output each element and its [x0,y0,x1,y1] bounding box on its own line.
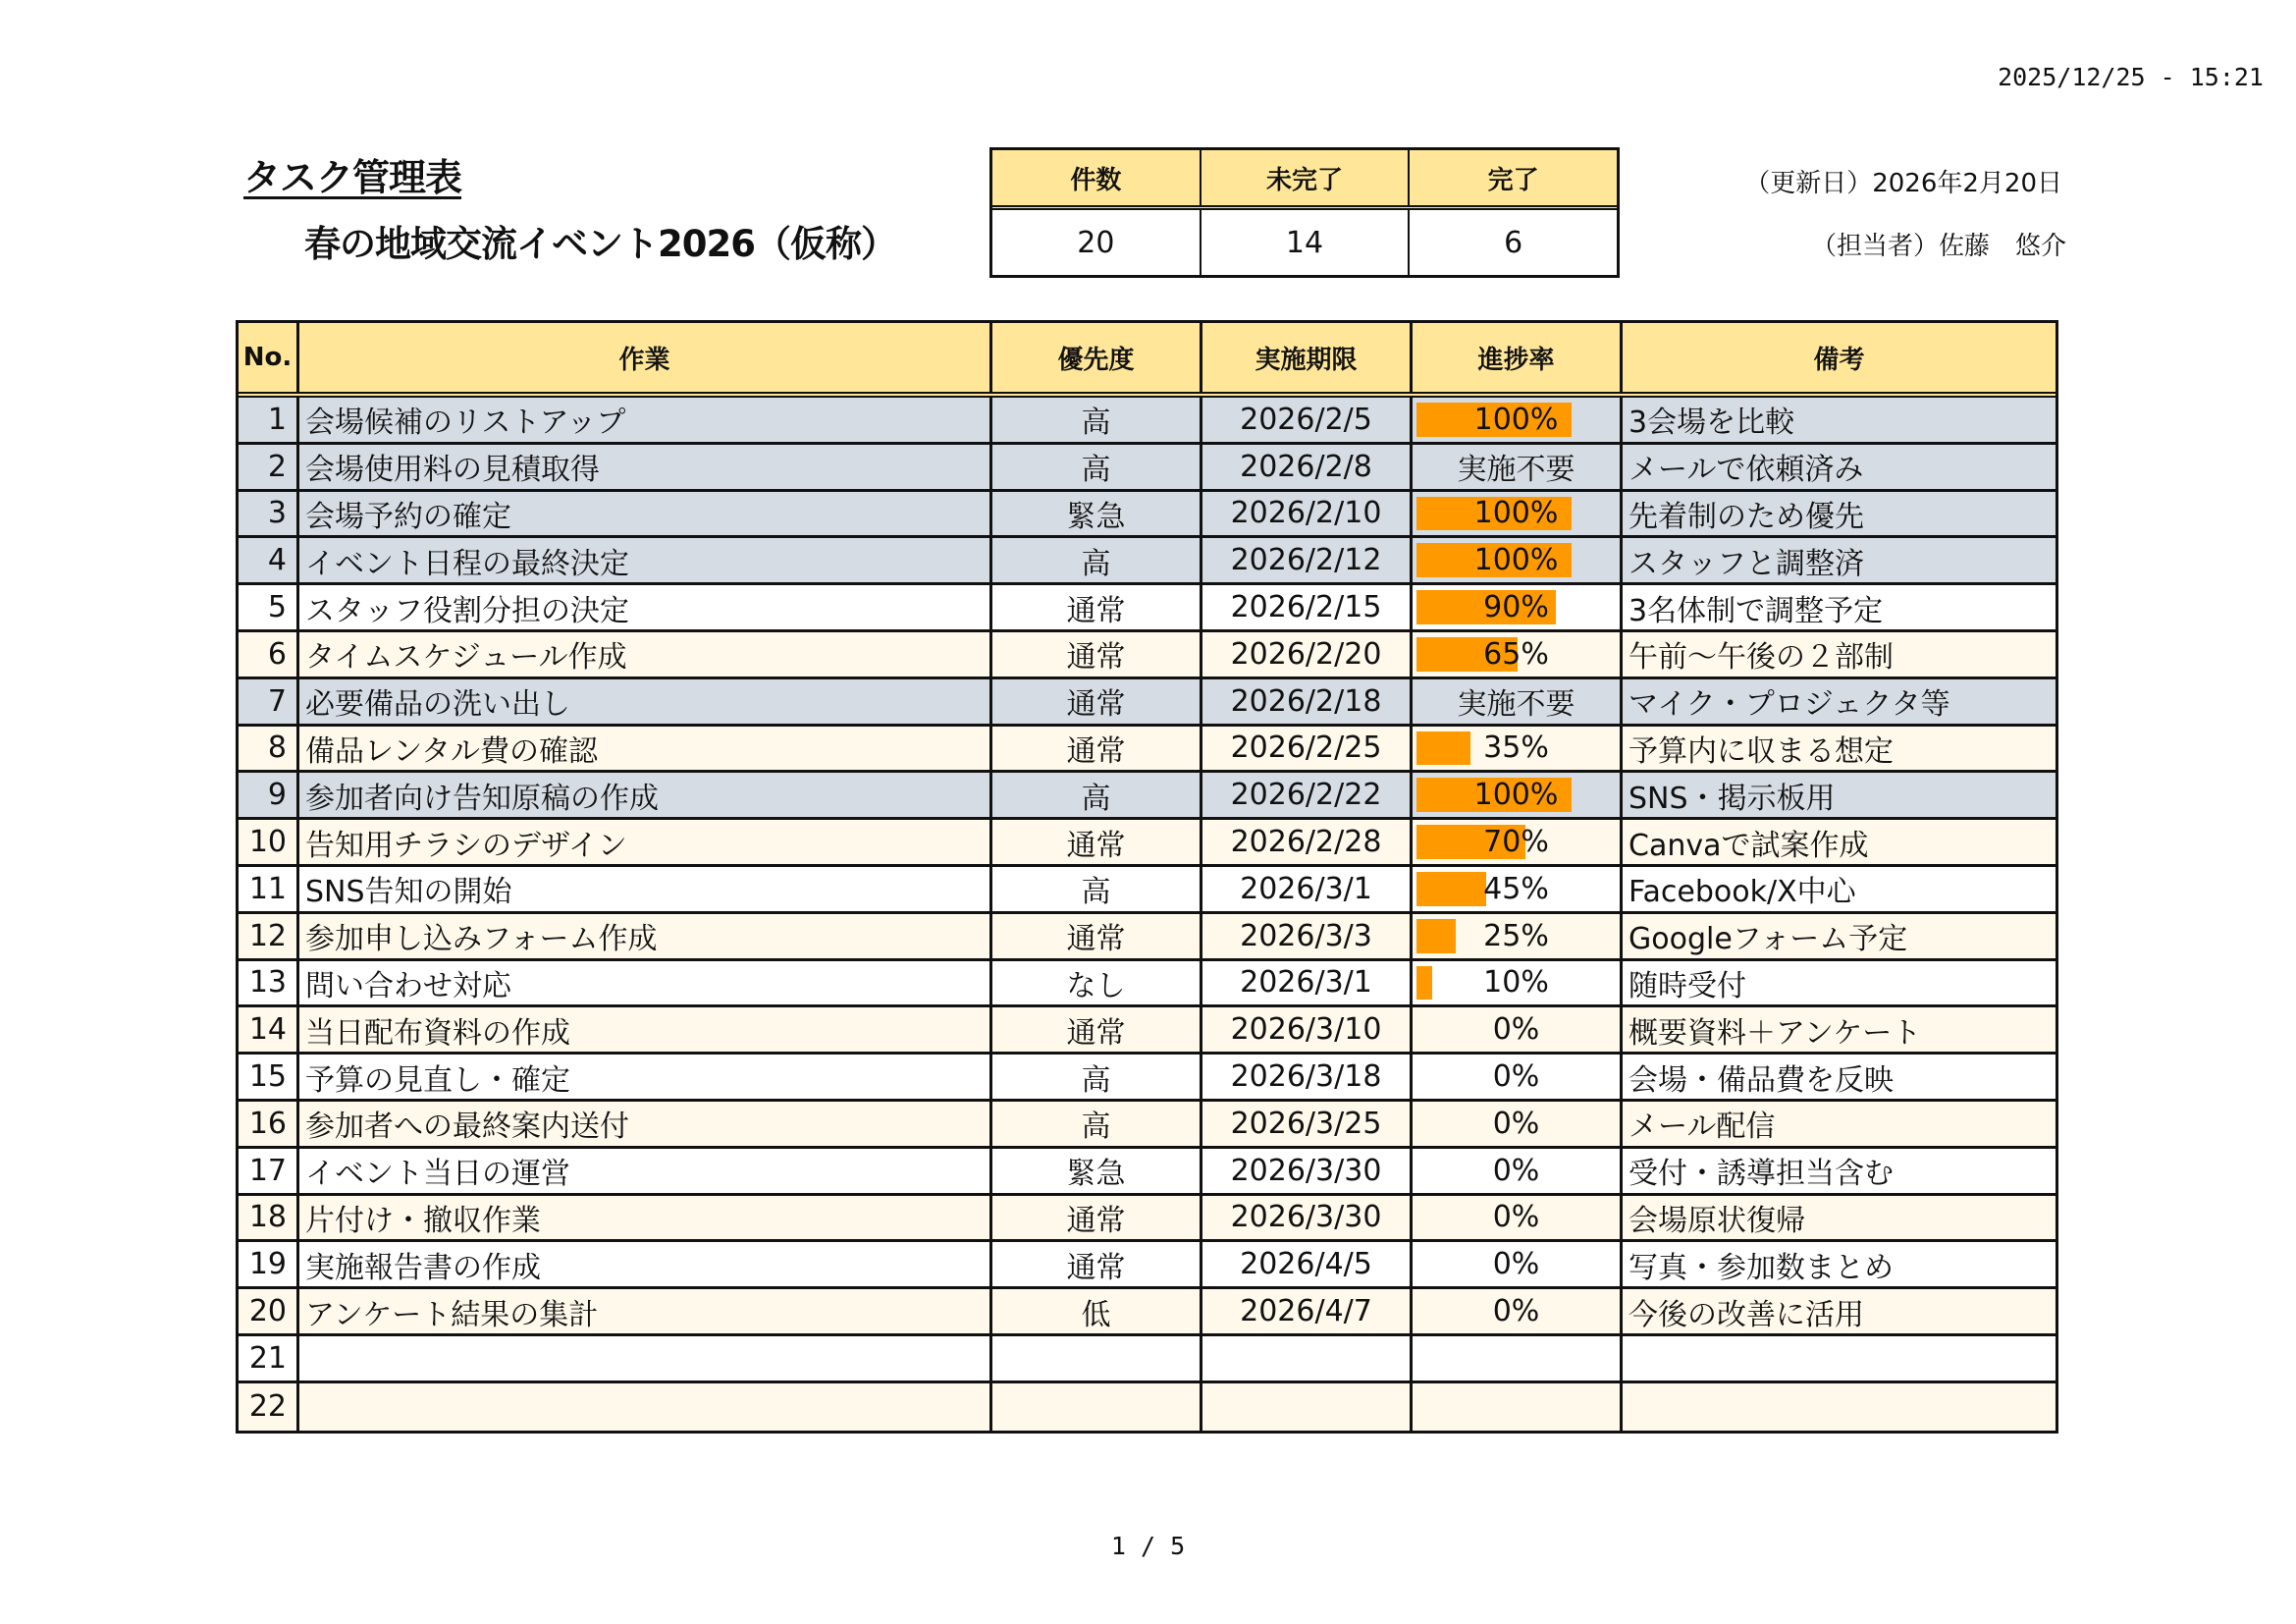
notes-cell[interactable]: 概要資料＋アンケート [1629,1015,1922,1051]
priority-cell[interactable]: 通常 [992,679,1202,724]
row-number[interactable]: 22 [239,1383,299,1431]
priority-cell[interactable]: 通常 [992,585,1202,629]
progress-value: 0% [1492,1106,1540,1141]
task-cell[interactable]: イベント当日の運営 [299,1149,992,1193]
progress-value: 35% [1483,731,1549,766]
table-row [239,820,2056,867]
row-number[interactable]: 10 [239,820,299,864]
updated-date: （更新日）2026年2月20日 [1744,169,2062,198]
priority-cell[interactable]: 通常 [992,632,1202,677]
priority-cell[interactable]: 通常 [992,1242,1202,1286]
notes-cell[interactable]: マイク・プロジェクタ等 [1629,687,1950,723]
task-cell[interactable]: 必要備品の洗い出し [299,679,992,724]
progress-cell[interactable] [1413,398,1623,442]
summary-value-row [992,210,1617,275]
progress-cell[interactable] [1413,1196,1623,1240]
progress-cell[interactable] [1413,1055,1623,1099]
table-row [239,1383,2056,1431]
deadline-cell[interactable]: 2026/2/12 [1202,538,1413,582]
progress-value: 100% [1473,402,1559,437]
priority-cell[interactable]: 高 [992,1055,1202,1099]
row-number[interactable]: 18 [239,1196,299,1240]
progress-value: 0% [1492,1247,1540,1282]
priority-cell[interactable] [992,1383,1202,1431]
deadline-cell[interactable] [1202,1336,1413,1380]
deadline-cell[interactable]: 2026/3/18 [1202,1055,1413,1099]
notes-cell[interactable]: Googleフォーム予定 [1629,922,1908,957]
task-cell[interactable]: 会場予約の確定 [299,492,992,536]
progress-bar [1416,966,1432,1001]
task-cell[interactable]: スタッフ役割分担の決定 [299,585,992,629]
task-cell[interactable]: イベント日程の最終決定 [299,538,992,582]
table-row [239,1102,2056,1149]
deadline-cell[interactable]: 2026/2/18 [1202,679,1413,724]
deadline-cell[interactable]: 2026/4/5 [1202,1242,1413,1286]
progress-cell[interactable] [1413,1289,1623,1333]
task-cell[interactable]: 当日配布資料の作成 [299,1007,992,1052]
progress-cell[interactable] [1413,538,1623,582]
progress-value: 0% [1492,1012,1540,1048]
table-row [239,492,2056,539]
deadline-cell[interactable]: 2026/3/10 [1202,1007,1413,1052]
task-cell[interactable]: SNS告知の開始 [299,867,992,911]
priority-cell[interactable]: なし [992,961,1202,1005]
task-cell[interactable]: 備品レンタル費の確認 [299,727,992,771]
column-header-progress: 進捗率 [1413,323,1623,392]
task-cell[interactable]: 実施報告書の作成 [299,1242,992,1286]
progress-value: 100% [1473,543,1559,578]
progress-cell[interactable] [1413,914,1623,958]
progress-cell[interactable] [1413,585,1623,629]
deadline-cell[interactable] [1202,1383,1413,1431]
priority-cell[interactable]: 緊急 [992,1149,1202,1193]
deadline-cell[interactable]: 2026/4/7 [1202,1289,1413,1333]
progress-value: 25% [1483,918,1549,953]
row-number[interactable]: 19 [239,1242,299,1286]
deadline-cell[interactable]: 2026/2/5 [1202,398,1413,442]
row-number[interactable]: 7 [239,679,299,724]
notes-cell[interactable]: 予算内に収まる想定 [1629,733,1894,769]
progress-cell[interactable] [1413,961,1623,1005]
row-number[interactable]: 11 [239,867,299,911]
progress-bar [1416,872,1486,906]
progress-value: 実施不要 [1457,453,1575,488]
task-cell[interactable]: タイムスケジュール作成 [299,632,992,677]
progress-cell[interactable] [1413,1149,1623,1193]
progress-cell[interactable] [1413,1383,1623,1431]
priority-cell[interactable]: 高 [992,1102,1202,1146]
deadline-cell[interactable]: 2026/2/15 [1202,585,1413,629]
row-number[interactable]: 12 [239,914,299,958]
priority-cell[interactable]: 高 [992,398,1202,442]
notes-cell[interactable]: 午前～午後の２部制 [1629,640,1894,676]
row-number[interactable]: 4 [239,538,299,582]
task-cell[interactable]: 会場候補のリストアップ [299,398,992,442]
progress-bar [1416,731,1470,766]
progress-value: 100% [1473,496,1559,531]
column-header-no: No. [239,323,299,392]
deadline-cell[interactable]: 2026/3/1 [1202,961,1413,1005]
row-number[interactable]: 8 [239,727,299,771]
row-number[interactable]: 9 [239,773,299,817]
notes-cell[interactable] [1623,1383,2056,1431]
column-header-task: 作業 [299,323,992,392]
row-number[interactable]: 5 [239,585,299,629]
table-row [239,1007,2056,1055]
task-table [236,320,2058,1434]
page-title: タスク管理表 [243,156,462,199]
progress-value: 100% [1473,778,1559,813]
row-number[interactable]: 1 [239,398,299,442]
priority-cell[interactable]: 緊急 [992,492,1202,536]
progress-cell[interactable] [1413,445,1623,489]
priority-cell[interactable]: 通常 [992,727,1202,771]
progress-value: 0% [1492,1153,1540,1188]
task-cell[interactable] [299,1383,992,1431]
task-cell[interactable]: 参加申し込みフォーム作成 [299,914,992,958]
table-row [239,1196,2056,1243]
progress-cell[interactable] [1413,1242,1623,1286]
notes-cell[interactable]: 随時受付 [1629,968,1746,1003]
notes-cell[interactable]: 写真・参加数まとめ [1629,1250,1894,1285]
notes-cell[interactable]: 会場原状復帰 [1629,1203,1805,1238]
task-cell[interactable] [299,1336,992,1380]
progress-value: 90% [1483,590,1549,625]
row-number[interactable]: 3 [239,492,299,536]
deadline-cell[interactable]: 2026/2/10 [1202,492,1413,536]
summary-header-row [992,150,1617,210]
notes-cell[interactable]: 受付・誘導担当含む [1629,1157,1894,1192]
table-row [239,1242,2056,1289]
progress-cell[interactable] [1413,727,1623,771]
priority-cell[interactable]: 高 [992,445,1202,489]
task-cell[interactable]: 予算の見直し・確定 [299,1055,992,1099]
row-number[interactable]: 16 [239,1102,299,1146]
priority-cell[interactable]: 高 [992,538,1202,582]
page-number: 1 / 5 [1110,1532,1186,1560]
row-number[interactable]: 17 [239,1149,299,1193]
table-row [239,1149,2056,1196]
deadline-cell[interactable]: 2026/3/30 [1202,1149,1413,1193]
table-row [239,632,2056,679]
progress-value: 45% [1483,871,1549,906]
progress-value: 0% [1492,1200,1540,1235]
priority-cell[interactable]: 高 [992,867,1202,911]
row-number[interactable]: 21 [239,1336,299,1380]
notes-cell[interactable]: Canvaで試案作成 [1629,828,1869,863]
task-cell[interactable]: 片付け・撤収作業 [299,1196,992,1240]
task-cell[interactable]: 参加者向け告知原稿の作成 [299,773,992,817]
progress-value: 実施不要 [1457,687,1575,723]
table-row [239,398,2056,445]
table-header [239,323,2056,398]
table-body [239,398,2056,1431]
table-row [239,727,2056,774]
task-cell[interactable]: 参加者への最終案内送付 [299,1102,992,1146]
progress-cell[interactable] [1413,492,1623,536]
notes-cell[interactable]: スタッフと調整済 [1629,546,1864,581]
deadline-cell[interactable]: 2026/3/1 [1202,867,1413,911]
progress-cell[interactable] [1413,1007,1623,1052]
table-row [239,1055,2056,1102]
summary-complete-value[interactable]: 6 [1504,225,1523,260]
column-header-deadline: 実施期限 [1202,323,1413,392]
notes-cell[interactable]: メール配信 [1629,1110,1776,1145]
deadline-cell[interactable]: 2026/3/3 [1202,914,1413,958]
priority-cell[interactable] [992,1336,1202,1380]
deadline-cell[interactable]: 2026/3/30 [1202,1196,1413,1240]
column-header-priority: 優先度 [992,323,1202,392]
summary-header-total: 件数 [992,150,1201,205]
priority-cell[interactable]: 通常 [992,1196,1202,1240]
deadline-cell[interactable]: 2026/2/22 [1202,773,1413,817]
priority-cell[interactable]: 低 [992,1289,1202,1333]
table-row [239,445,2056,492]
progress-value: 0% [1492,1059,1540,1095]
progress-cell[interactable] [1413,679,1623,724]
summary-incomplete-value[interactable]: 14 [1201,210,1411,275]
priority-cell[interactable]: 高 [992,773,1202,817]
summary-box [989,147,1620,278]
owner-name: （担当者）佐藤 悠介 [1810,232,2066,261]
notes-cell[interactable]: Facebook/X中心 [1629,875,1856,910]
notes-cell[interactable]: 3名体制で調整予定 [1629,593,1884,628]
progress-cell[interactable] [1413,1336,1623,1380]
table-row [239,585,2056,632]
progress-cell[interactable] [1413,867,1623,911]
table-row [239,961,2056,1008]
deadline-cell[interactable]: 2026/3/25 [1202,1102,1413,1146]
progress-value: 0% [1492,1294,1540,1329]
priority-cell[interactable]: 通常 [992,914,1202,958]
notes-cell[interactable]: SNS・掲示板用 [1629,781,1836,816]
notes-cell[interactable]: 今後の改善に活用 [1629,1297,1864,1332]
table-row [239,1336,2056,1383]
table-row [239,1289,2056,1336]
table-row [239,773,2056,820]
progress-value: 70% [1483,825,1549,860]
table-row [239,914,2056,961]
row-number[interactable]: 15 [239,1055,299,1099]
summary-total-value[interactable]: 20 [992,210,1201,275]
progress-value: 10% [1483,965,1549,1001]
deadline-cell[interactable]: 2026/2/28 [1202,820,1413,864]
notes-cell[interactable]: 先着制のため優先 [1629,499,1864,534]
task-cell[interactable]: 会場使用料の見積取得 [299,445,992,489]
event-name: 春の地域交流イベント2026（仮称） [304,223,896,265]
summary-header-complete: 完了 [1487,165,1539,195]
print-timestamp: 2025/12/25 - 15:21 [1998,63,2264,91]
table-row [239,867,2056,914]
table-row [239,679,2056,727]
progress-bar [1416,919,1456,953]
deadline-cell[interactable]: 2026/2/25 [1202,727,1413,771]
priority-cell[interactable]: 通常 [992,820,1202,864]
notes-cell[interactable]: メールで依頼済み [1629,453,1864,488]
deadline-cell[interactable]: 2026/2/20 [1202,632,1413,677]
task-cell[interactable]: 問い合わせ対応 [299,961,992,1005]
row-number[interactable]: 6 [239,632,299,677]
notes-cell[interactable] [1623,1336,2056,1380]
priority-cell[interactable]: 通常 [992,1007,1202,1052]
progress-cell[interactable] [1413,820,1623,864]
task-cell[interactable]: アンケート結果の集計 [299,1289,992,1333]
summary-header-incomplete: 未完了 [1201,150,1411,205]
notes-cell[interactable]: 会場・備品費を反映 [1629,1062,1894,1098]
row-number[interactable]: 2 [239,445,299,489]
progress-value: 65% [1483,636,1549,672]
progress-cell[interactable] [1413,773,1623,817]
table-row [239,538,2056,585]
task-cell[interactable]: 告知用チラシのデザイン [299,820,992,864]
column-header-notes: 備考 [1813,345,1865,375]
progress-cell[interactable] [1413,1102,1623,1146]
row-number[interactable]: 13 [239,961,299,1005]
deadline-cell[interactable]: 2026/2/8 [1202,445,1413,489]
notes-cell[interactable]: 3会場を比較 [1629,406,1795,441]
row-number[interactable]: 20 [239,1289,299,1333]
progress-cell[interactable] [1413,632,1623,677]
row-number[interactable]: 14 [239,1007,299,1052]
